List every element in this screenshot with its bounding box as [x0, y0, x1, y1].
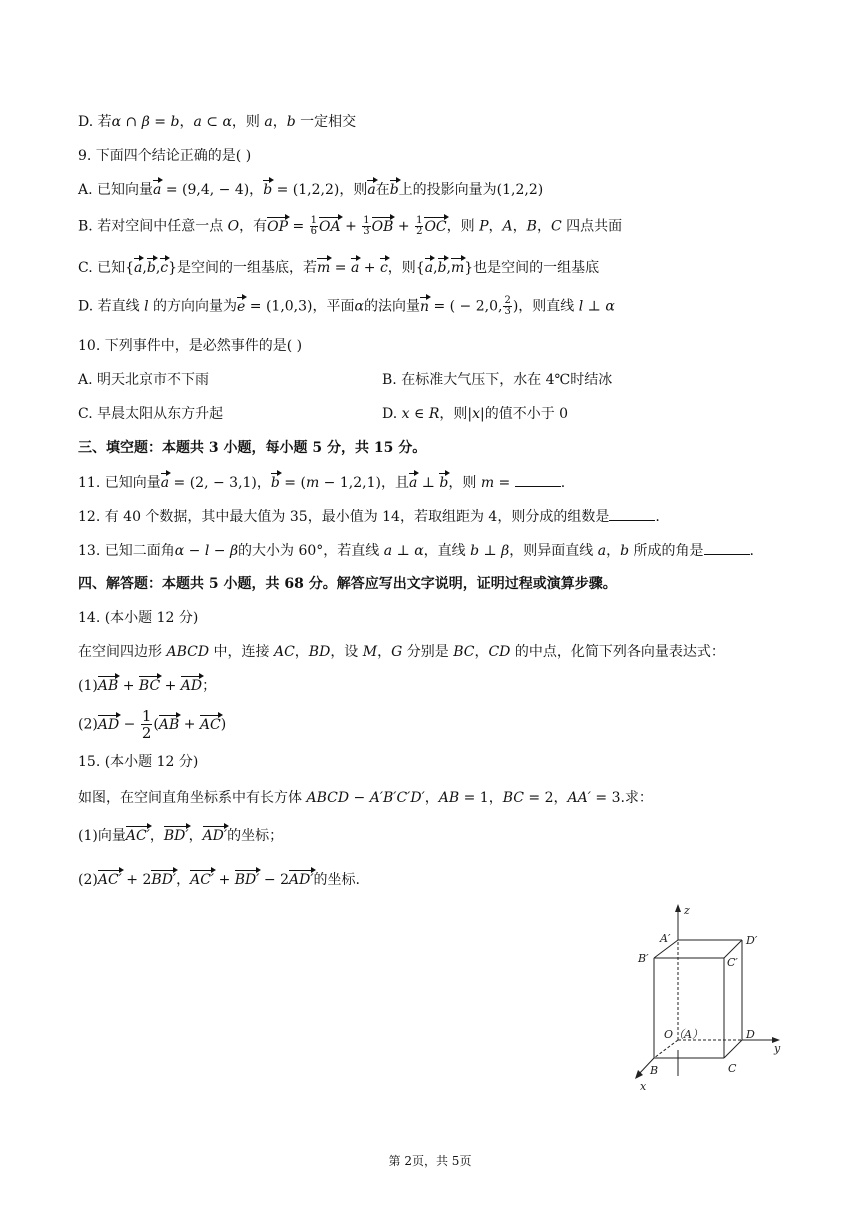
- edge-cd: [724, 1040, 742, 1058]
- q10-stem: 10. 下列事件中，是必然事件的是( ): [78, 338, 303, 354]
- label-b-prime: B′: [638, 952, 649, 965]
- q10-option-a: A. 明天北京市不下雨: [78, 372, 210, 388]
- label-c: C: [728, 1062, 737, 1075]
- q8-option-d: D. 若α ∩ β = b，a ⊂ α，则 a，b 一定相交: [78, 114, 357, 130]
- q9-stem: 9. 下面四个结论正确的是( ): [78, 148, 252, 164]
- q10-option-c: C. 早晨太阳从东方升起: [78, 406, 224, 422]
- x-axis-hidden: [654, 1040, 678, 1058]
- q14-head: 14. (本小题 12 分): [78, 610, 199, 626]
- label-d-prime: D′: [746, 934, 758, 947]
- cuboid-figure: [632, 900, 792, 1095]
- q15-stem: 如图，在空间直角坐标系中有长方体 ABCD − A′B′C′D′，AB = 1，BC = 2，AA′ = 3.求：: [78, 790, 653, 806]
- q11: 11. 已知向量a = (2, − 3,1)，b = (m − 1,2,1)，且a ⊥ b，则 m = .: [78, 472, 565, 493]
- label-c-prime: C′: [727, 956, 738, 969]
- q9-option-d: D. 若直线 l 的方向向量为e = (1,0,3)，平面α的法向量n = ( − 2,0, $\frac{2}{3}$ )，则直线 l ⊥ α: [78, 295, 615, 317]
- label-z: z: [684, 904, 690, 917]
- label-b: B: [650, 1064, 659, 1077]
- z-arrow-icon: [675, 904, 681, 912]
- q15-part-1: (1)向量AC′，BD′，AD′的坐标；: [78, 828, 284, 844]
- label-origin: O（A）: [664, 1028, 703, 1041]
- q9-option-a: A. 已知向量a = (9,4, − 4)，b = (1,2,2)，则a在b上的投影向量为(1,2,2): [78, 182, 544, 198]
- section-3-heading: 三、填空题：本题共 3 小题，每小题 5 分，共 15 分。: [78, 440, 427, 456]
- q10-option-d: D. x ∈ R，则|x|的值不小于 0: [382, 406, 569, 422]
- label-y: y: [774, 1042, 781, 1055]
- q14-part-1: (1)AB + BC + AD；: [78, 678, 217, 694]
- q14-stem: 在空间四边形 ABCD 中，连接 AC，BD，设 M，G 分别是 BC，CD 的中点，化简下列各向量表达式：: [78, 644, 725, 660]
- label-x: x: [640, 1080, 647, 1093]
- q15-part-2: (2)AC′ + 2BD′，AC′ + BD′ − 2AD′的坐标.: [78, 872, 360, 888]
- section-4-heading: 四、解答题：本题共 5 小题，共 68 分。解答应写出文字说明，证明过程或演算步骤。: [78, 576, 617, 592]
- q14-part-2: (2)AD − $\frac{1}{2}$ (AB + AC): [78, 707, 227, 742]
- q13: 13. 已知二面角α − l − β的大小为 60°，若直线 a ⊥ α，直线 b ⊥ β，则异面直线 a，b 所成的角是 .: [78, 540, 754, 561]
- q12: 12. 有 40 个数据，其中最大值为 35，最小值为 14，若取组距为 4，则分成的组数是 .: [78, 506, 660, 527]
- page-footer: 第 2页，共 5页: [388, 1154, 472, 1168]
- label-d: D: [746, 1028, 755, 1041]
- q9-option-b: B. 若对空间中任意一点 O，有OP = $\frac{1}{6}$ OA + $\frac{1}{3}$ OB + $\frac{1}{2}$ OC，则 P，A，B，C 四点共面: [78, 215, 623, 237]
- label-a-prime: A′: [660, 932, 671, 945]
- q10-option-b: B. 在标准大气压下，水在 4℃时结冰: [382, 372, 613, 388]
- q15-head: 15. (本小题 12 分): [78, 754, 199, 770]
- q9-option-c: C. 已知{a,b,c}是空间的一组基底，若m = a + c，则{a,b,m}也是空间的一组基底: [78, 260, 600, 276]
